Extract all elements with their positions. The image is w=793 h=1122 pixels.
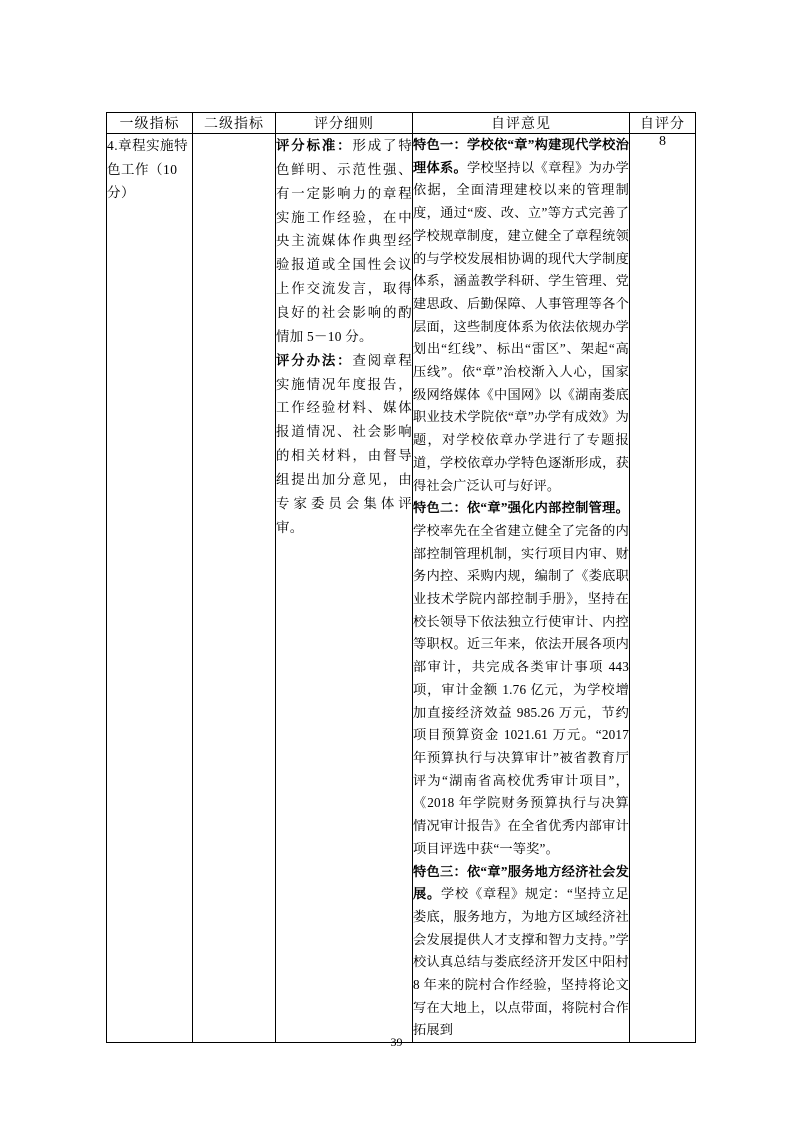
cell-self-score: 8 [630, 134, 696, 1043]
scoring-standard-paragraph [276, 134, 412, 349]
feature-two-label: 特色二：依“章”强化内部控制管理。 [413, 500, 629, 516]
scoring-standard-body: 形成了特色鲜明、示范性强、有一定影响力的章程实施工作经验，在中央主流媒体作典型经验报道或全国性会议上作交流发言，取得良好的社会影响的酌情加 5－10 分。 [276, 138, 413, 344]
header-level2-indicator: 二级指标 [193, 113, 276, 134]
feature-two-paragraph [413, 497, 629, 860]
feature-three-paragraph [413, 861, 629, 1043]
evaluation-table [106, 112, 696, 1043]
feature-one-body: 学校坚持以《章程》为办学依据，全面清理建校以来的管理制度，通过“废、改、立”等方式完善了学校规章制度，建立健全了章程统领的与学校发展相协调的现代大学制度体系，涵盖教学科研、学生管理、党建思政、后勤保障、人事管理等各个层面，这些制度体系为依法依规办学划出“红线”、标出“雷区”、架起“高压线”。依“章”治校渐入人心，国家级网络媒体《中国网》以《湖南娄底职业技术学院依“章”办学有成效》为题，对学校依章办学进行了专题报道，学校依章办学特色逐渐形成，获得社会广泛认可与好评。 [413, 159, 629, 493]
feature-one-label: 特色一：学校依“章”构建现代学校治理体系。 [413, 137, 629, 175]
scoring-method-label: 评分办法： [276, 352, 353, 368]
header-self-score: 自评分 [630, 113, 696, 134]
cell-self-opinion [413, 134, 630, 1043]
table-header-row [107, 113, 696, 134]
header-level1-indicator: 一级指标 [107, 113, 193, 134]
table-row [107, 134, 696, 1043]
cell-level1-indicator: 4.章程实施特色工作（10 分） [107, 134, 193, 1043]
cell-level2-indicator [193, 134, 276, 1043]
scoring-method-body: 查阅章程实施情况年度报告，工作经验材料、媒体报道情况、社会影响的相关材料，由督导组提出加分意见，由专家委员会集体评审。 [276, 352, 413, 535]
scoring-method-paragraph [276, 349, 412, 540]
scoring-standard-label: 评分标准： [276, 138, 353, 153]
cell-scoring-rules [276, 134, 413, 1043]
feature-three-label: 特色三：依“章”服务地方经济社会发展。 [413, 863, 629, 902]
feature-three-body: 学校《章程》规定：“坚持立足娄底，服务地方，为地方区域经济社会发展提供人才支撑和智力支持。”学校认真总结与娄底经济开发区中阳村 8 年来的院村合作经验，坚持将论文写在大地上，以点带面，将院村合作拓展到 [413, 886, 629, 1038]
header-self-opinion: 自评意见 [413, 113, 630, 134]
header-scoring-rules: 评分细则 [276, 113, 413, 134]
feature-one-paragraph [413, 134, 629, 497]
page-number: 39 [390, 1035, 403, 1049]
feature-two-body: 学校率先在全省建立健全了完备的内部控制管理机制，实行项目内审、财务内控、采购内规，编制了《娄底职业技术学院内部控制手册》，坚持在校长领导下依法独立行使审计、内控等职权。近三年来，依法开展各项内部审计，共完成各类审计事项 443 项，审计金额 1.76 亿元，为学校增加直接经济效益 985.26 万元，节约项目预算资金 1021.61 万元。“2017 年预算执行与决算审计”被省教育厅评为“湖南省高校优秀审计项目”，《2018 年学院财务预算执行与决算情况审计报告》在全省优秀内部审计项目评选中获“一等奖”。 [413, 522, 629, 856]
